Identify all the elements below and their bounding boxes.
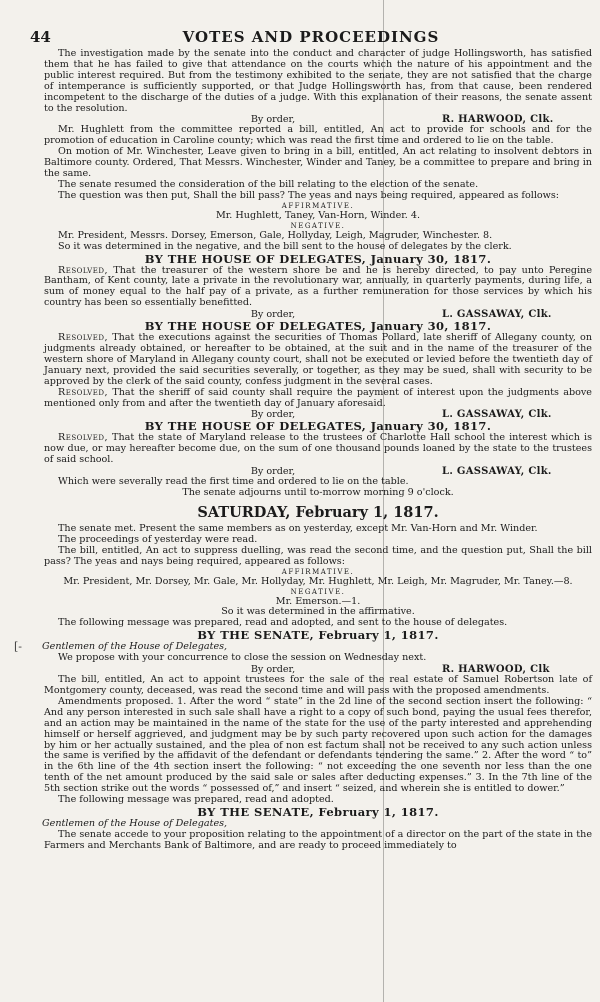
resolution-text: That the executions against the securities of Thomas Pollard, late sheriff of Allegany county, on judgments already obtained, or hereafter to be obtained, at the suit and in the name of the treasurer of the western shore of Maryland in Allegany county court, shall not be executed or levied before the twentieth day of January next, provided the said securities severally, or together, as they may be sued, shall with security to be approved by the clerk of the said county, confess judgment in the several cases. bbox=[44, 332, 592, 387]
resolution bbox=[44, 333, 592, 388]
resolution-text: That the state of Maryland release to the trustees of Charlotte Hall school the interest which is now due, or may hereafter become due, on the sum of one thousand pounds loaned by the state to the trustees of said school. bbox=[44, 432, 592, 466]
negative-votes: Mr. President, Messrs. Dorsey, Emerson, Gale, Hollyday, Leigh, Magruder, Winchester. 8. bbox=[58, 229, 493, 241]
section-heading: BY THE HOUSE OF DELEGATES, January 30, 1817. bbox=[144, 419, 492, 434]
salutation: Gentlemen of the House of Delegates, bbox=[42, 641, 228, 653]
paragraph: The following message was prepared, read and adopted. bbox=[58, 794, 334, 806]
negative-label: NEGATIVE. bbox=[290, 587, 346, 596]
page-number: 44 bbox=[30, 28, 51, 46]
negative-votes: Mr. Emerson.—1. bbox=[275, 595, 361, 607]
section-heading: BY THE HOUSE OF DELEGATES, January 30, 1817. bbox=[144, 251, 492, 266]
paragraph: The proceedings of yesterday were read. bbox=[58, 533, 258, 545]
paragraph: We propose with your concurrence to close the session on Wednesday next. bbox=[58, 652, 427, 664]
paragraph: The senate resumed the consideration of the bill relating to the election of the senate. bbox=[58, 178, 479, 190]
paragraph: The bill, entitled, An act to appoint trustees for the sale of the real estate of Samuel Robertson late of Montgomery county, deceased, was read the second time and will pass with the proposed amendments. bbox=[44, 674, 592, 696]
resolution bbox=[44, 433, 592, 466]
paragraph: The question was then put, Shall the bill pass? The yeas and nays being required, appeared as follows: bbox=[58, 189, 560, 201]
resolution-text: That the sheriff of said county shall require the payment of interest upon the judgments above mentioned only from and after the twentieth day of January aforesaid. bbox=[44, 386, 592, 409]
by-order: By order, bbox=[250, 466, 296, 478]
negative-label: NEGATIVE. bbox=[290, 221, 346, 230]
paragraph: On motion of Mr. Winchester, Leave given to bring in a bill, entitled, An act relating to insolvent debtors in Baltimore county. Ordered, That Messrs. Winchester, Winder and Taney, be a committee to prepare and bring in the same. bbox=[44, 146, 592, 180]
resolution bbox=[44, 266, 592, 310]
resolution bbox=[44, 388, 592, 410]
section-heading: BY THE HOUSE OF DELEGATES, January 30, 1817. bbox=[144, 319, 492, 334]
paragraph: The following message was prepared, read and adopted, and sent to the house of delegates. bbox=[58, 617, 508, 629]
section-heading: BY THE SENATE, February 1, 1817. bbox=[197, 628, 439, 643]
by-order: By order, bbox=[250, 114, 296, 126]
adjournment-line: The senate adjourns until to-morrow morning 9 o'clock. bbox=[182, 487, 454, 499]
paragraph: The senate accede to your proposition relating to the appointment of a director on the part of the state in the Farmers and Merchants Bank of Baltimore, and are ready to proceed immediately to bbox=[44, 828, 592, 851]
by-order: By order, bbox=[250, 409, 296, 421]
resolved-label: Resolved, bbox=[58, 386, 109, 398]
affirmative-votes: Mr. Hughlett, Taney, Van-Horn, Winder. 4. bbox=[215, 209, 421, 221]
resolved-label: Resolved, bbox=[58, 432, 109, 444]
paragraph: Amendments proposed. 1. After the word “ state” in the 2d line of the second section insert the following: “ And any person interested in such sale shall have a right to a copy of such bond, paying the usual fees therefor, and an action may be maintained in the name of the state for the use of the party interested and apprehending himself or herself aggrieved, and judgment may be by such party recovered upon such action for the damages by him or her actually sustained, and the plea of non est factum shall not be received to any such action unless the same is verified by the affidavit of the defendant or defendants tendering the same.” 2. After the word “ to” in the 6th line of the 4th section insert the following: “ not exceeding the one seventh nor less than the one tenth of the net amount produced by the said sale or sales after deducting expenses.” 3. In the 7th line of the 5th section strike out the words “ possessed of,” and insert “ seized, and wherein she is entitled to dower.” bbox=[44, 695, 592, 795]
resolution-text: That the treasurer of the western shore be and he is hereby directed, to pay unto Peregine Bantham, of Kent county, late a private in the revolutionary war, annually, in quarterly payments, during life, a sum of money equal to the half pay of a private, as a further remuneration for those services by which his country has been so essentially benefitted. bbox=[44, 264, 592, 309]
by-order: By order, bbox=[250, 664, 296, 676]
page-header bbox=[30, 28, 592, 46]
resolved-label: Resolved, bbox=[58, 332, 109, 344]
paragraph: So it was determined in the negative, and the bill sent to the house of delegates by the clerk. bbox=[58, 240, 512, 252]
clerk-name: L. GASSAWAY, Clk. bbox=[442, 466, 552, 478]
resolved-label: Resolved, bbox=[58, 264, 109, 276]
by-order: By order, bbox=[250, 309, 296, 321]
salutation: Gentlemen of the House of Delegates, bbox=[42, 817, 228, 829]
paragraph: Mr. Hughlett from the committee reported a bill, entitled, An act to provide for schools and for the promotion of education in Caroline county; which was read the first time and ordered to lie on the table. bbox=[44, 124, 592, 147]
clerk-name: L. GASSAWAY, Clk. bbox=[442, 309, 552, 321]
paragraph: The investigation made by the senate into the conduct and character of judge Hollingsworth, has satisfied them that he has failed to give that attendance on the courts which the nature of his appointment and the public interest required. But from the testimony exhibited to the senate, they are not satisfied that the charge of intemperance is sufficiently supported, or that Judge Hollingsworth has, from that cause, been rendered incompetent to the discharge of the duties of a judge. With this explanation of their reasons, the senate assent to the resolution. bbox=[44, 48, 592, 114]
affirmative-label: AFFIRMATIVE. bbox=[281, 567, 355, 576]
determination-line: So it was determined in the affirmative. bbox=[221, 606, 415, 618]
paragraph: Which were severally read the first time and ordered to lie on the table. bbox=[58, 476, 409, 488]
affirmative-votes: Mr. President, Mr. Dorsey, Mr. Gale, Mr. Hollyday, Mr. Hughlett, Mr. Leigh, Mr. Magruder, Mr. Taney.—8. bbox=[63, 575, 573, 587]
clerk-name: R. HARWOOD, Clk. bbox=[442, 114, 554, 126]
clerk-name: L. GASSAWAY, Clk. bbox=[442, 409, 552, 421]
date-heading: SATURDAY, February 1, 1817. bbox=[197, 504, 439, 521]
running-head: VOTES AND PROCEEDINGS bbox=[182, 28, 440, 46]
paragraph: The senate met. Present the same members as on yesterday, except Mr. Van-Horn and Mr. Winder. bbox=[58, 523, 538, 534]
margin-pencil-mark: [- bbox=[14, 640, 23, 653]
section-heading: BY THE SENATE, February 1, 1817. bbox=[197, 804, 439, 819]
affirmative-label: AFFIRMATIVE. bbox=[281, 201, 355, 210]
clerk-name: R. HARWOOD, Clk bbox=[442, 664, 550, 676]
paragraph: The bill, entitled, An act to suppress duelling, was read the second time, and the question put, Shall the bill pass? The yeas and nays being required, appeared as follows: bbox=[44, 544, 592, 567]
